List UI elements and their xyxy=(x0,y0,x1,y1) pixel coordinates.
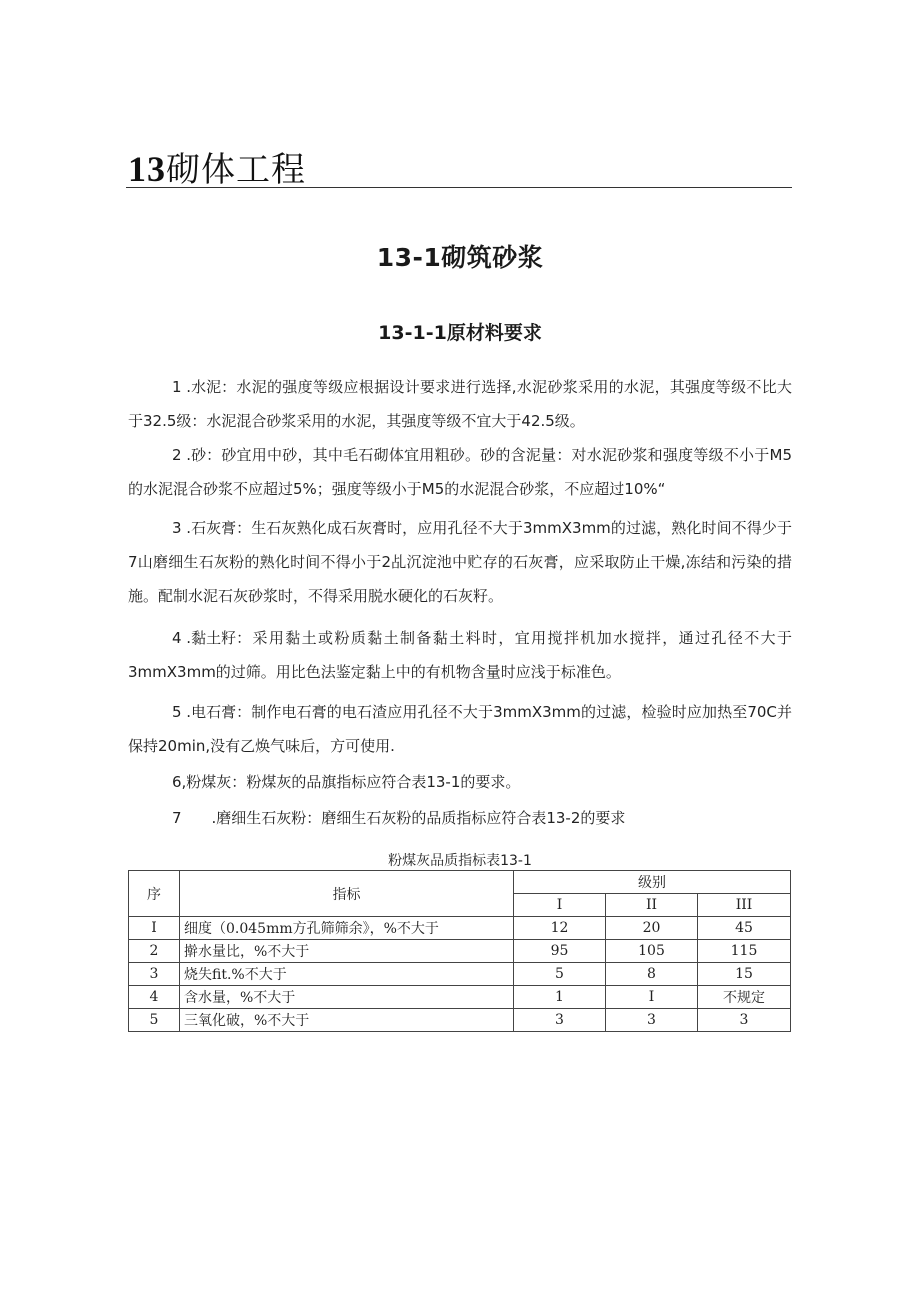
paragraph-cement xyxy=(128,370,792,438)
paragraph-label: 2 .砂： xyxy=(172,446,222,464)
paragraph-label: 3 .石灰膏： xyxy=(172,519,252,537)
header-grade-3: III xyxy=(698,894,791,917)
cell-grade-2: 8 xyxy=(606,963,698,986)
cell-grade-3: 15 xyxy=(698,963,791,986)
paragraph-fly-ash xyxy=(128,765,792,799)
paragraph-label: 6,粉煤灰： xyxy=(172,773,247,791)
cell-grade-1: 3 xyxy=(514,1009,606,1032)
table-row xyxy=(129,917,791,940)
cell-seq: 4 xyxy=(129,986,180,1009)
cell-indicator: 擀水量比，%不大于 xyxy=(180,940,514,963)
subsection-title: 13-1-1原材料要求 xyxy=(378,322,542,344)
cell-seq: I xyxy=(129,917,180,940)
table-caption: 粉煤灰品质指标表13-1 xyxy=(388,853,532,869)
paragraph-lime-putty xyxy=(128,511,792,613)
chapter-name: 砌体工程 xyxy=(166,150,306,190)
cell-seq: 3 xyxy=(129,963,180,986)
paragraph-text: 水泥的强度等级应根据设计要求进行选择,水泥砂浆采用的水泥，其强度等级不比大于32.5级：水泥混合砂浆采用的水泥，其强度等级不宜大于42.5级。 xyxy=(128,378,792,430)
paragraph-text: 粉煤灰的品旗指标应符合表13-1的要求。 xyxy=(246,773,521,791)
cell-grade-3: 45 xyxy=(698,917,791,940)
chapter-number: 13 xyxy=(128,149,166,189)
cell-seq: 5 xyxy=(129,1009,180,1032)
title-divider xyxy=(126,187,792,188)
header-indicator: 指标 xyxy=(180,871,514,917)
paragraph-text: 磨细生石灰粉的品质指标应符合表13-2的要求 xyxy=(321,809,626,827)
table-row xyxy=(129,1009,791,1032)
cell-grade-3: 3 xyxy=(698,1009,791,1032)
header-seq: 序 xyxy=(129,871,180,917)
table-row xyxy=(129,963,791,986)
paragraph-label: 7 .磨细生石灰粉： xyxy=(172,809,322,827)
chapter-title xyxy=(128,142,306,191)
paragraph-carbide-paste xyxy=(128,695,792,763)
cell-grade-1: 12 xyxy=(514,917,606,940)
paragraph-ground-lime xyxy=(128,801,792,835)
fly-ash-quality-table xyxy=(128,870,791,1032)
header-grade-2: II xyxy=(606,894,698,917)
paragraph-clay xyxy=(128,621,792,689)
cell-grade-1: 95 xyxy=(514,940,606,963)
paragraph-label: 5 .电石膏： xyxy=(172,703,252,721)
paragraph-label: 4 .黏土籽： xyxy=(172,629,252,647)
cell-indicator: 含水量，%不大于 xyxy=(180,986,514,1009)
cell-grade-3: 不规定 xyxy=(698,986,791,1009)
cell-grade-1: 1 xyxy=(514,986,606,1009)
cell-indicator: 细度（0.045mm方孔筛筛余》，%不大于 xyxy=(180,917,514,940)
paragraph-text: 砂宜用中砂，其中毛石砌体宜用粗砂。砂的含泥量：对水泥砂浆和强度等级不小于M5的水泥混合砂浆不应超过5%；强度等级小于M5的水泥混合砂浆，不应超过10%“ xyxy=(128,446,792,498)
table-row xyxy=(129,940,791,963)
header-grade-1: I xyxy=(514,894,606,917)
paragraph-sand xyxy=(128,438,792,506)
section-title: 13-1砌筑砂浆 xyxy=(376,243,544,272)
table-header-row xyxy=(129,871,791,894)
table-row xyxy=(129,986,791,1009)
cell-grade-2: 3 xyxy=(606,1009,698,1032)
cell-grade-1: 5 xyxy=(514,963,606,986)
cell-indicator: 三氧化破，%不大于 xyxy=(180,1009,514,1032)
paragraph-text: 采用黏土或粉质黏土制备黏土料时，宜用搅拌机加水搅拌，通过孔径不大于3mmX3mm的过筛。用比色法鉴定黏上中的有机物含量时应浅于标准色。 xyxy=(128,629,792,681)
header-grade: 级别 xyxy=(514,871,791,894)
cell-grade-2: 105 xyxy=(606,940,698,963)
paragraph-label: 1 .水泥： xyxy=(172,378,237,396)
cell-grade-2: 20 xyxy=(606,917,698,940)
cell-indicator: 烧失fit.%不大于 xyxy=(180,963,514,986)
cell-seq: 2 xyxy=(129,940,180,963)
cell-grade-2: I xyxy=(606,986,698,1009)
cell-grade-3: 115 xyxy=(698,940,791,963)
paragraph-text: 生石灰熟化成石灰膏时，应用孔径不大于3mmX3mm的过滤，熟化时间不得少于7山磨细生石灰粉的熟化时间不得小于2乩沉淀池中贮存的石灰膏，应采取防止干燥,冻结和污染的措施。配制水泥石灰砂浆时，不得采用脱水硬化的石灰籽。 xyxy=(128,519,792,605)
paragraph-text: 制作电石膏的电石渣应用孔径不大于3mmX3mm的过滤，检验时应加热至70C并保持20min,没有乙焕气味后，方可使用. xyxy=(128,703,792,755)
